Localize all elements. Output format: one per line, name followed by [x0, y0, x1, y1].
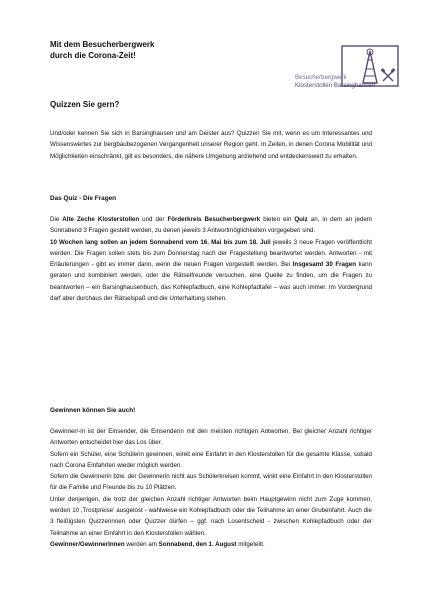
logo-line-2: Klosterstollen Barsinghausen [295, 82, 376, 89]
win-paragraph-3: Sofern die Gewinnerin bzw. der Gewinnerin nicht aus Schülerkreisen kommt, winkt eine Einfahrt in den Klosterstollen für die Familie und Freunde bis zu 10 Plätzen. [50, 473, 372, 492]
intro-paragraph [50, 128, 372, 162]
win-heading: Gewinnen können Sie auch! [50, 407, 136, 414]
win-section [50, 426, 372, 550]
title-line-2: durch die Corona-Zeit! [50, 51, 136, 60]
win-paragraph-2: Sofern ein Schüler, eine Schülerin gewinnen, winkt eine Einfahrt in den Klosterstollen für die gesamte Klasse, sobald nach Corona Einfahrten wieder möglich werden. [50, 450, 372, 469]
win-paragraph-5: Gewinner/GewinnerInnen werden am Sonnabend, den 1. August mitgeteilt. [50, 540, 265, 548]
win-paragraph-1: Gewinner/-in ist der Einsender, die Einsenderin mit den meisten richtigen Antworten. Bei gleicher Anzahl richtiger Antworten entscheidet hier das Los über. [50, 428, 372, 447]
document-title [50, 39, 300, 61]
win-paragraph-4: Unter denjenigen, die trotz der gleichen Anzahl richtiger Antworten beim Hauptgewinn nicht zum Zuge kommen, werden 10 ‚Trostpreise' ausgelost - wahlweise ein Kohlepfadbuch oder die Teilnahme an einer Grubenfahrt. Auch die 3 fleißigsten Quizzerinnen oder Quizzer dürfen – ggf. nach Losentscheid - zwischen Kohlepfadbuch oder der Teilnahme an einer Einfahrt in den Klosterstollen wählen. [50, 495, 372, 537]
title-line-1: Mit dem Besucherbergwerk [50, 40, 155, 49]
quiz-paragraph-1: Die Alte Zeche Klosterstollen und der Förderkreis Besucherbergwerk bieten ein Quiz an, in dem an jedem Sonnabend 3 Fragen gestellt werden, zu denen jeweils 3 Antwortmöglichkeiten vorgegeben sind. [50, 216, 372, 235]
subtitle: Quizzen Sie gern? [50, 100, 120, 109]
logo-label [295, 74, 376, 90]
quiz-section [50, 214, 372, 304]
logo-line-1: Besucherbergwerk [295, 74, 347, 81]
intro-text: Und/oder kennen Sie sich in Barsinghausen und am Deister aus? Quizzen Sie mit, wenn es um Interessantes und Wissenswertes zur bergbaubezogenen Vergangenheit unserer Region geht. In Zeiten, in denen Corona Mobilität und Möglichkeiten einschränkt, gilt es besonders, die nähere Umgebung anziehend und entdeckenswert zu erhalten. [50, 130, 372, 160]
quiz-paragraph-2: 10 Wochen lang sollen an jedem Sonnabend vom 16. Mai bis zum 18. Juli jeweils 3 neue Fragen veröffentlicht werden. Die Fragen sollen stets bis zum Donnerstag nach der Fragestellung beantwortet werden. Antworten - mit Erläuterungen - gibt es immer dann, wenn die neuen Fragen vorgestellt werden. Bei Insgesamt 30 Fragen kann geraten und kombiniert werden, oder die Rätselfreunde versuchen, eine Quelle zu finden, um die Fragen zu beantworten – ein Barsinghausenbuch, das Kohlepfadbuch, eine Kohlepfadtafel – was auch immer. Im Vordergrund darf aber durchaus der Rätselspaß und die Unterhaltung stehen. [50, 238, 372, 303]
quiz-heading: Das Quiz - Die Fragen [50, 195, 117, 202]
